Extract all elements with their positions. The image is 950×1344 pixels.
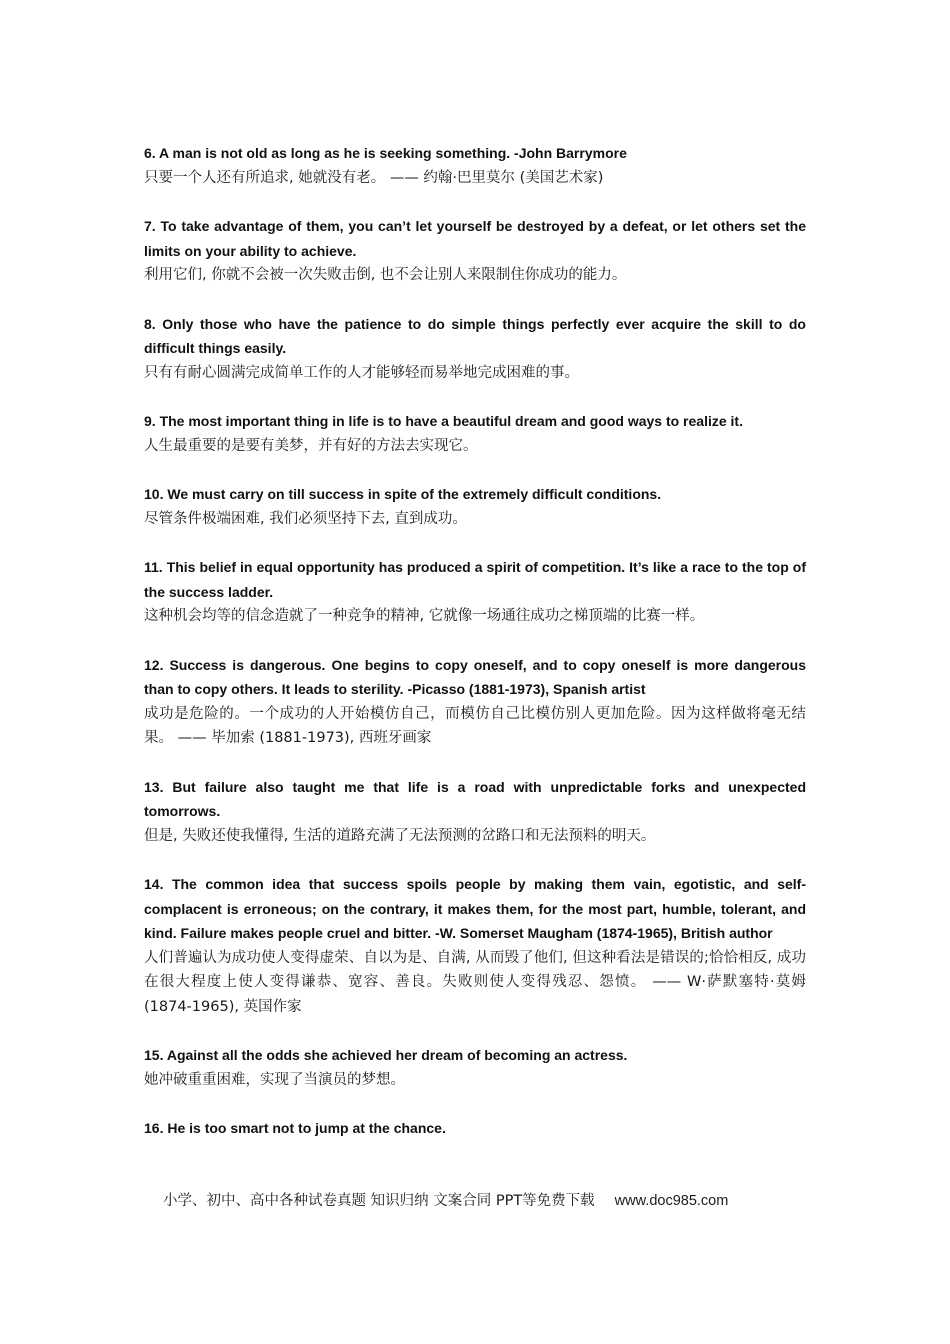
quote-chinese: 尽管条件极端困难, 我们必须坚持下去, 直到成功。: [144, 510, 467, 527]
quote-english: 16. He is too smart not to jump at the chance.: [144, 1120, 446, 1136]
quote-english: 15. Against all the odds she achieved her dream of becoming an actress.: [144, 1047, 628, 1063]
quote-english: 7. To take advantage of them, you can’t let yourself be destroyed by a defeat, or let others set the limits on your ability to achieve.: [144, 218, 806, 259]
quote-english: 11. This belief in equal opportunity has produced a spirit of competition. It’s like a race to the top of the success ladder.: [144, 559, 806, 600]
quote-7: [144, 214, 806, 288]
quote-chinese: 人们普遍认为成功使人变得虚荣、自以为是、自满, 从而毁了他们, 但这种看法是错误的;恰恰相反, 成功在很大程度上使人变得谦恭、宽容、善良。失败则使人变得残忍、怨愤。 —— W·萨默塞特·莫姆 (1874-1965), 英国作家: [144, 949, 806, 1015]
quote-english: 12. Success is dangerous. One begins to copy oneself, and to copy oneself is more dangerous than to copy others. It leads to sterility. -Picasso (1881-1973), Spanish artist: [144, 656, 806, 697]
footer-url: www.doc985.com: [614, 1193, 729, 1209]
quote-chinese: 但是, 失败还使我懂得, 生活的道路充满了无法预测的岔路口和无法预料的明天。: [144, 827, 656, 844]
quote-10: [144, 482, 806, 531]
quote-english: 14. The common idea that success spoils people by making them vain, egotistic, and self-complacent is erroneous; on the contrary, it makes them, for the most part, humble, tolerant, and kind. Failure makes people cruel and bitter. -W. Somerset Maugham (1874-1965), British author: [144, 876, 806, 941]
quote-15: [144, 1043, 806, 1092]
quote-chinese: 只有有耐心圆满完成简单工作的人才能够轻而易举地完成困难的事。: [144, 364, 579, 381]
quote-chinese: 只要一个人还有所追求, 她就没有老。 —— 约翰·巴里莫尔 (美国艺术家): [144, 169, 604, 186]
quote-chinese: 人生最重要的是要有美梦，并有好的方法去实现它。: [144, 437, 478, 454]
quote-english: 13. But failure also taught me that life is a road with unpredictable forks and unexpected tomorrows.: [144, 778, 806, 819]
quote-chinese: 成功是危险的。一个成功的人开始模仿自己，而模仿自己比模仿别人更加危险。因为这样做将毫无结果。 —— 毕加索 (1881-1973), 西班牙画家: [144, 705, 806, 746]
quote-16: [144, 1116, 806, 1141]
quote-9: [144, 409, 806, 458]
quote-english: 6. A man is not old as long as he is seeking something. -John Barrymore: [144, 145, 627, 161]
quote-13: [144, 775, 806, 849]
document-body: [144, 141, 806, 1141]
quote-chinese: 她冲破重重困难，实现了当演员的梦想。: [144, 1071, 405, 1088]
footer-text: 小学、初中、高中各种试卷真题 知识归纳 文案合同 PPT等免费下载: [163, 1193, 595, 1209]
quote-english: 8. Only those who have the patience to do simple things perfectly ever acquire the skill to do difficult things easily.: [144, 315, 806, 356]
quote-14: [144, 872, 806, 1019]
quote-12: [144, 653, 806, 751]
quote-chinese: 利用它们, 你就不会被一次失败击倒, 也不会让别人来限制住你成功的能力。: [144, 267, 627, 283]
quote-11: [144, 555, 806, 629]
quote-8: [144, 312, 806, 386]
quote-english: 10. We must carry on till success in spite of the extremely difficult conditions.: [144, 486, 662, 502]
page-footer: [163, 1190, 803, 1212]
quote-6: [144, 141, 806, 190]
quote-english: 9. The most important thing in life is to have a beautiful dream and good ways to realize it.: [144, 413, 743, 429]
quote-chinese: 这种机会均等的信念造就了一种竞争的精神, 它就像一场通往成功之梯顶端的比赛一样。: [144, 608, 705, 624]
